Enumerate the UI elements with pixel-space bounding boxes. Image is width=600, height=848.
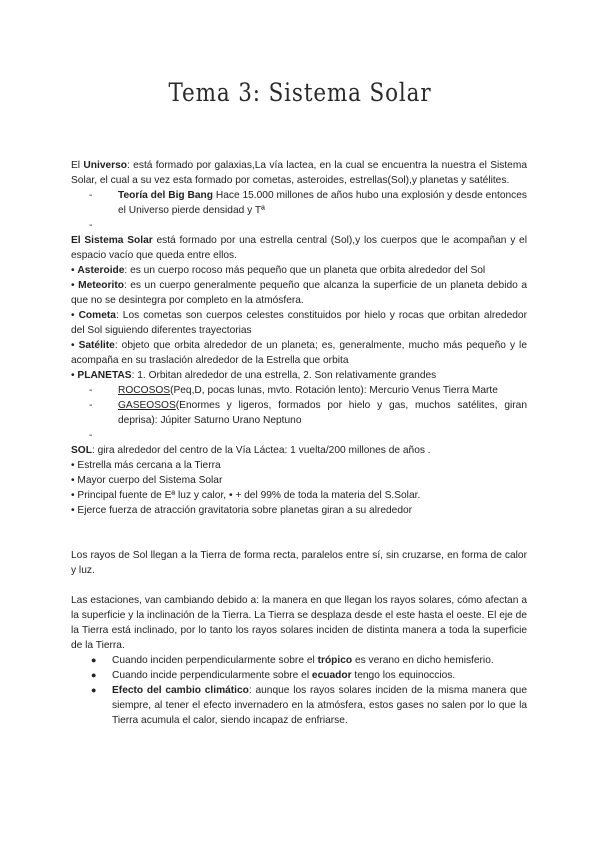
universo-text: : está formado por galaxias,La vía lactea, en la cual se encuentra la nuestra el Sistema Solar, el cual a su vez esta formado por cometas, asteroides, estrellas(Sol),y planetas y satélites. (71, 160, 528, 186)
dash-marker: - (89, 220, 93, 231)
sol-paragraph (71, 443, 527, 458)
body-item-meteorito (71, 278, 527, 308)
empty-dash-item (71, 428, 527, 443)
dash-marker: - (89, 430, 93, 441)
meteorito-term: Meteorito (78, 280, 124, 291)
season-point-post: es verano en dicho hemisferio. (352, 655, 494, 666)
gaseosos-text: (Enormes y ligeros, formados por hielo y gas, muchos satélites, giran deprisa): Júpiter Saturno Urano Neptuno (118, 400, 527, 426)
sistema-solar-text: está formado por una estrella central (Sol),y los cuerpos que le acompañan y el espacio vacío que queda entre ellos. (71, 235, 527, 261)
bullet: • (71, 310, 75, 321)
cometa-text: : Los cometas son cuerpos celestes constituidos por hielo y rocas que orbitan alrededor del Sol siguiendo diferentes trayectorias (71, 310, 527, 336)
sistema-solar-term: El Sistema Solar (71, 235, 153, 246)
rocosos-term: ROCOSOS (118, 385, 171, 396)
universo-paragraph (71, 158, 527, 188)
big-bang-item (71, 188, 527, 218)
season-point-cambio-climatico (71, 683, 527, 728)
cometa-term: Cometa (78, 310, 116, 321)
season-point-tropico (71, 653, 527, 668)
bullet: • (71, 265, 75, 276)
body-item-cometa (71, 308, 527, 338)
empty-dash-item (71, 218, 527, 233)
season-point-post: : aunque los rayos solares inciden de la misma manera que siempre, al tener el efecto invernadero en la atmósfera, estos gases no salen por lo que la Tierra acumula el calor, siendo incapaz de enfriarse. (112, 685, 527, 726)
season-point-post: tengo los equinoccios. (351, 670, 456, 681)
sol-fact: • Mayor cuerpo del Sistema Solar (71, 475, 223, 486)
cambio-climatico-term: Efecto del cambio climático (112, 685, 249, 696)
bullet: • (71, 280, 75, 291)
planet-type-rocosos (71, 383, 527, 398)
bullet: • (71, 370, 75, 381)
sol-text: : gira alrededor del centro de la Vía Láctea: 1 vuelta/200 millones de años . (91, 445, 431, 456)
sol-fact: • Estrella más cercana a la Tierra (71, 460, 221, 471)
season-point-ecuador (71, 668, 527, 683)
sol-term: SOL (71, 445, 92, 456)
season-point-pre: Cuando inciden perpendicularmente sobre el (112, 655, 318, 666)
document-body (71, 158, 527, 728)
dash-marker: - (89, 400, 93, 411)
big-bang-text: Hace 15.000 millones de años hubo una explosión y desde entonces el Universo pierde densidad y Tª (118, 190, 527, 216)
rays-paragraph: Los rayos de Sol llegan a la Tierra de forma recta, paralelos entre sí, sin cruzarse, en forma de calor y luz. (71, 550, 527, 576)
sistema-solar-paragraph (71, 233, 527, 263)
asteroide-text: : es un cuerpo rocoso más pequeño que un planeta que orbita alrededor del Sol (124, 265, 486, 276)
dash-marker: - (89, 385, 93, 396)
planetas-term: PLANETAS (77, 370, 132, 381)
satelite-text: : objeto que orbita alrededor de un planeta; es, generalmente, mucho más pequeño y le acompaña en su traslación alrededor de la Estrella que orbita (71, 340, 527, 366)
body-item-satelite (71, 338, 527, 368)
satelite-term: Satélite (78, 340, 115, 351)
planetas-text: : 1. Orbitan alrededor de una estrella, 2. Son relativamente grandes (131, 370, 437, 381)
bullet: ● (91, 655, 97, 665)
universo-pre: El (71, 160, 84, 171)
seasons-paragraph: Las estaciones, van cambiando debido a: la manera en que llegan los rayos solares, cómo afectan a la superficie y la inclinación de la Tierra. La Tierra se desplaza desde el este hasta el oeste. El eje de la Tierra está inclinado, por lo tanto los rayos solares inciden de distinta manera a toda la superficie de la Tierra. (71, 595, 527, 651)
bullet: ● (91, 670, 97, 680)
gaseosos-term: GASEOSOS (118, 400, 176, 411)
sol-fact: • Ejerce fuerza de atracción gravitatoria sobre planetas giran a su alrededor (71, 505, 413, 516)
bullet: • (71, 340, 75, 351)
season-point-pre: Cuando incide perpendicularmente sobre el (112, 670, 312, 681)
body-item-planetas (71, 368, 527, 383)
meteorito-text: : es un cuerpo generalmente pequeño que alcanza la superficie de un planeta debido a que no se desintegra por completo en la atmósfera. (71, 280, 527, 306)
rocosos-text: (Peq,D, pocas lunas, mvto. Rotación lento): Mercurio Venus Tierra Marte (170, 385, 498, 396)
sol-fact: • Principal fuente de Eª luz y calor, • + del 99% de toda la materia del S.Solar. (71, 490, 421, 501)
body-item-asteroide (71, 263, 527, 278)
universo-term: Universo (83, 160, 128, 171)
ecuador-term: ecuador (311, 670, 352, 681)
page-title: Tema 3: Sistema Solar (168, 78, 432, 107)
tropico-term: trópico (317, 655, 353, 666)
big-bang-term: Teoría del Big Bang (118, 190, 213, 201)
planet-type-gaseosos (71, 398, 527, 428)
bullet: ● (91, 685, 97, 695)
dash-marker: - (89, 190, 93, 201)
asteroide-term: Asteroide (77, 265, 125, 276)
